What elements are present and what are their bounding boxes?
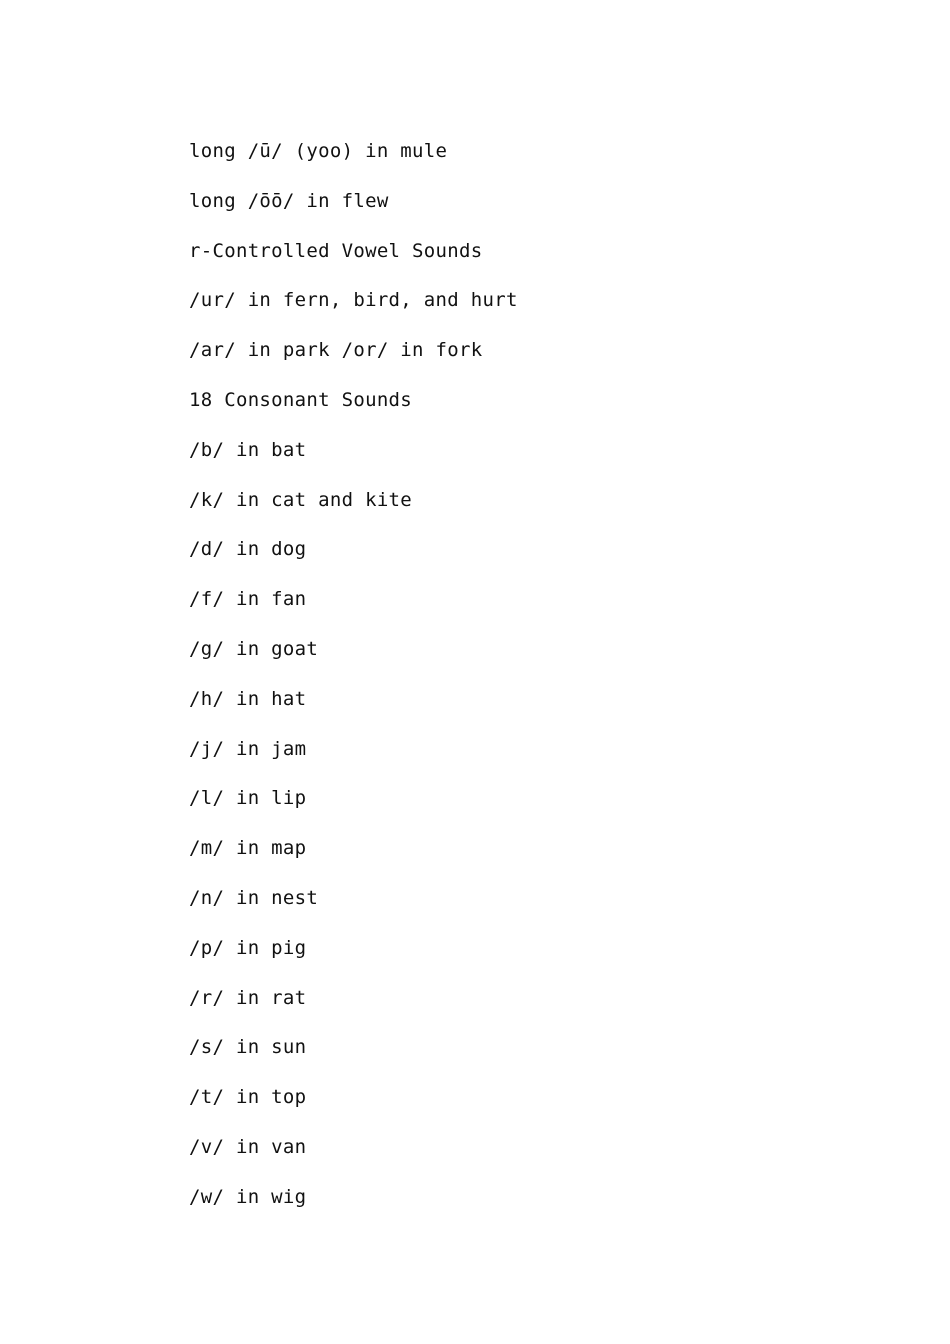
text-line: /ur/ in fern, bird, and hurt: [189, 289, 518, 312]
text-line: /b/ in bat: [189, 438, 307, 461]
section-heading: r-Controlled Vowel Sounds: [189, 239, 483, 262]
text-line: /v/ in van: [189, 1135, 307, 1158]
text-line: /f/ in fan: [189, 588, 307, 611]
text-line: /d/ in dog: [189, 538, 307, 561]
text-line: /w/ in wig: [189, 1185, 307, 1208]
text-line: /h/ in hat: [189, 687, 307, 710]
text-line: /p/ in pig: [189, 936, 307, 959]
text-line: /l/ in lip: [189, 787, 307, 810]
text-lines: [189, 137, 518, 1233]
text-line: /t/ in top: [189, 1086, 307, 1109]
text-line: /m/ in map: [189, 837, 307, 860]
text-line: long /ōō/ in flew: [189, 189, 389, 212]
text-line: /j/ in jam: [189, 737, 307, 760]
text-line: /g/ in goat: [189, 637, 319, 660]
text-line: /k/ in cat and kite: [189, 488, 413, 511]
text-line: /s/ in sun: [189, 1036, 307, 1059]
text-line: /n/ in nest: [189, 886, 319, 909]
text-line: /r/ in rat: [189, 986, 307, 1009]
section-heading: 18 Consonant Sounds: [189, 388, 413, 411]
text-line: /ar/ in park /or/ in fork: [189, 339, 483, 362]
text-line: long /ū/ (yoo) in mule: [189, 140, 448, 162]
